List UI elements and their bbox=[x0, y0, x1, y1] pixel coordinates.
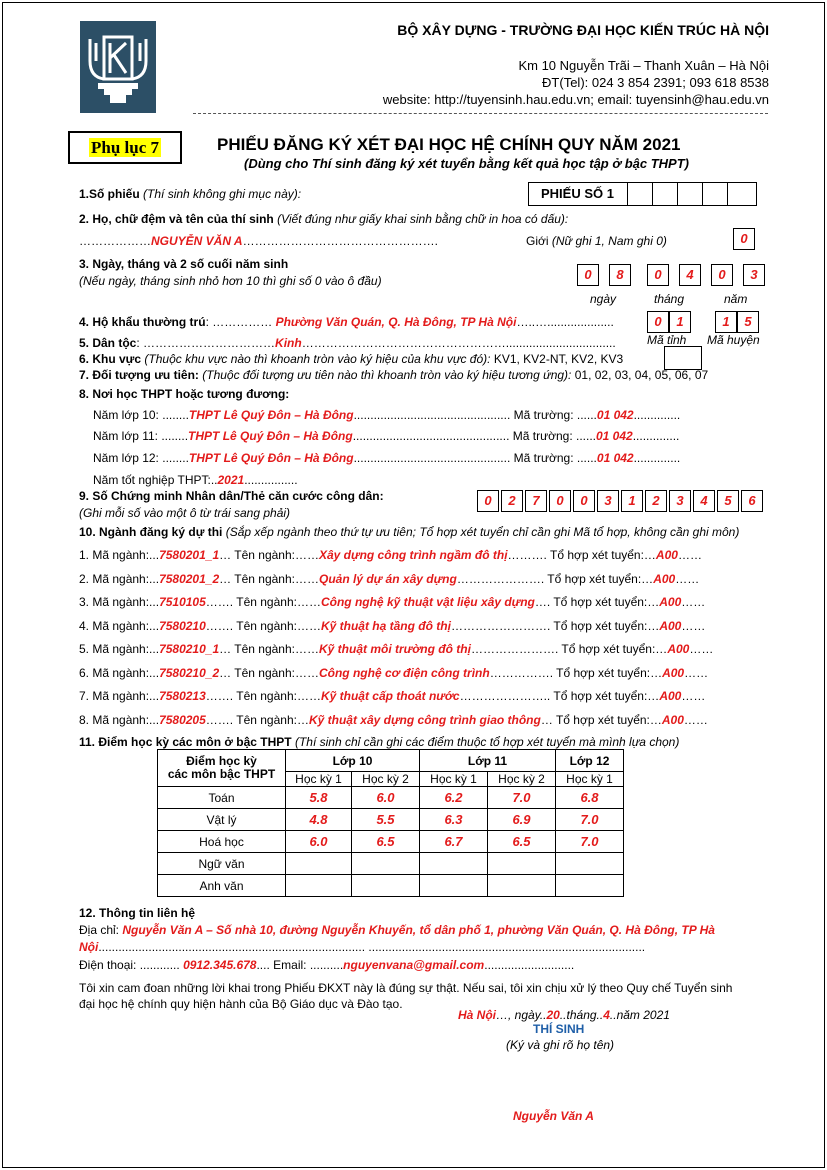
header-phone: ĐT(Tel): 024 3 854 2391; 093 618 8538 bbox=[542, 75, 769, 90]
sign-date: Hà Nội…, ngày..20..tháng..4..năm 2021 bbox=[458, 1008, 670, 1022]
appendix-box bbox=[68, 131, 182, 164]
ethnicity-value: Kinh bbox=[275, 336, 302, 350]
residence-value: Phường Văn Quán, Q. Hà Đông, TP Hà Nội bbox=[275, 315, 517, 329]
score-cell: 6.9 bbox=[488, 809, 556, 831]
dob-month-label: tháng bbox=[654, 292, 685, 306]
header-org: BỘ XÂY DỰNG - TRƯỜNG ĐẠI HỌC KIẾN TRÚC HÀ NỘI bbox=[397, 22, 769, 38]
gender-label: Giới (Nữ ghi 1, Nam ghi 0) bbox=[526, 234, 667, 248]
address-line: Địa chỉ: Nguyễn Văn A – Số nhà 10, đường Nguyễn Khuyến, tổ dân phố 1, phường Văn Quán, Q. Hà Đông, TP Hà bbox=[79, 923, 715, 937]
id-digit: 0 bbox=[573, 490, 595, 512]
address-line-2: Nội................................................................................ ................................................................................... bbox=[79, 940, 646, 954]
table-row bbox=[158, 875, 624, 897]
section-1: 1.Số phiếu (Thí sinh không ghi mục này): bbox=[79, 187, 302, 201]
dob-digit: 4 bbox=[679, 264, 701, 286]
ticket-cell bbox=[652, 182, 678, 206]
school-row: Năm lớp 12: ........THPT Lê Quý Đôn – Hà Đông............................................... Mã trường: ......01 042.............. bbox=[93, 451, 681, 465]
score-cell bbox=[352, 853, 420, 875]
section-4: 4. Hộ khẩu thường trú: …………… Phường Văn Quán, Q. Hà Đông, TP Hà Nội…..….................... bbox=[79, 315, 614, 329]
school-row: Năm lớp 10: ........THPT Lê Quý Đôn – Hà Đông............................................... Mã trường: ......01 042.............. bbox=[93, 408, 681, 422]
major-row: 6. Mã ngành:...7580210_2… Tên ngành:……Công nghệ cơ điện công trình……………. Tổ hợp xét tuyển:…A00…… bbox=[79, 666, 709, 680]
score-cell bbox=[556, 853, 624, 875]
signer-name: Nguyễn Văn A bbox=[513, 1109, 594, 1123]
score-cell bbox=[420, 853, 488, 875]
id-digit: 2 bbox=[501, 490, 523, 512]
score-cell: 7.0 bbox=[556, 831, 624, 853]
dob-digit: 0 bbox=[711, 264, 733, 286]
semester-header: Học kỳ 2 bbox=[488, 772, 556, 787]
section-10: 10. Ngành đăng ký dự thi (Sắp xếp ngành theo thứ tự ưu tiên; Tổ hợp xét tuyển chỉ cần ghi Mã tổ hợp, không cần ghi môn) bbox=[79, 525, 740, 539]
ticket-cell bbox=[727, 182, 757, 206]
region-box bbox=[664, 346, 702, 370]
section-6: 6. Khu vực (Thuộc khu vực nào thì khoanh tròn vào ký hiệu của khu vực đó): KV1, KV2-NT, KV2, KV3 bbox=[79, 352, 624, 366]
semester-header: Học kỳ 1 bbox=[286, 772, 352, 787]
id-digit: 1 bbox=[621, 490, 643, 512]
ticket-cell bbox=[677, 182, 703, 206]
name-line: ………………NGUYỄN VĂN A…………………………………………. bbox=[79, 234, 438, 248]
subject-cell: Vật lý bbox=[158, 809, 286, 831]
section-11: 11. Điểm học kỳ các môn ở bậc THPT (Thí sinh chỉ cần ghi các điểm thuộc tổ hợp xét tuyển mà mình lựa chọn) bbox=[79, 735, 680, 749]
ticket-cell bbox=[702, 182, 728, 206]
phone-value: 0912.345.678 bbox=[183, 958, 257, 972]
id-digit: 5 bbox=[717, 490, 739, 512]
ticket-number-box: PHIẾU SỐ 1 bbox=[528, 182, 628, 206]
semester-header: Học kỳ 1 bbox=[420, 772, 488, 787]
subject-cell: Toán bbox=[158, 787, 286, 809]
score-cell: 6.0 bbox=[352, 787, 420, 809]
pledge-line-1: Tôi xin cam đoan những lời khai trong Phiếu ĐKXT này là đúng sự thật. Nếu sai, tôi xin chịu xử lý theo Quy chế Tuyển sinh bbox=[79, 981, 733, 995]
id-digit: 0 bbox=[477, 490, 499, 512]
major-row: 2. Mã ngành:...7580201_2… Tên ngành:……Quản lý dự án xây dựng…………………. Tổ hợp xét tuyển:…A00…… bbox=[79, 572, 700, 586]
grades-table bbox=[157, 749, 624, 897]
major-row: 7. Mã ngành:...7580213……. Tên ngành:……Kỹ thuật cấp thoát nước………………….. Tổ hợp xét tuyển:…A00…… bbox=[79, 689, 706, 703]
score-cell: 7.0 bbox=[488, 787, 556, 809]
id-digit: 6 bbox=[741, 490, 763, 512]
dob-digit: 0 bbox=[577, 264, 599, 286]
section-8: 8. Nơi học THPT hoặc tương đương: bbox=[79, 387, 290, 401]
major-row: 5. Mã ngành:...7580210_1… Tên ngành:……Kỹ thuật môi trường đô thị…………………. Tổ hợp xét tuyển:…A00…… bbox=[79, 642, 714, 656]
major-row: 4. Mã ngành:...7580210……. Tên ngành:……Kỹ thuật hạ tầng đô thị……………………. Tổ hợp xét tuyển:…A00…… bbox=[79, 619, 706, 633]
subject-cell: Ngữ văn bbox=[158, 853, 286, 875]
id-note: (Ghi mỗi số vào một ô từ trái sang phải) bbox=[79, 506, 291, 520]
district-label: Mã huyện bbox=[707, 333, 760, 347]
section-12: 12. Thông tin liên hệ bbox=[79, 906, 196, 920]
major-row: 8. Mã ngành:...7580205……. Tên ngành:…Kỹ thuật xây dựng công trình giao thông… Tổ hợp xét tuyển:…A00…… bbox=[79, 713, 708, 727]
subject-cell: Anh văn bbox=[158, 875, 286, 897]
semester-header: Học kỳ 2 bbox=[352, 772, 420, 787]
score-cell: 4.8 bbox=[286, 809, 352, 831]
score-cell bbox=[488, 875, 556, 897]
section-9: 9. Số Chứng minh Nhân dân/Thẻ căn cước công dân: bbox=[79, 489, 384, 503]
graduation-year: Năm tốt nghiệp THPT:..2021................ bbox=[93, 473, 298, 487]
score-cell: 6.0 bbox=[286, 831, 352, 853]
score-cell: 6.5 bbox=[352, 831, 420, 853]
contact-line: Điện thoại: ............ 0912.345.678.... Email: ..........nguyenvana@gmail.com........................... bbox=[79, 958, 575, 972]
score-cell: 7.0 bbox=[556, 809, 624, 831]
score-cell: 5.5 bbox=[352, 809, 420, 831]
score-cell bbox=[352, 875, 420, 897]
id-digit: 0 bbox=[549, 490, 571, 512]
form-subtitle: (Dùng cho Thí sinh đăng ký xét tuyển bằng kết quả học tập ở bậc THPT) bbox=[244, 156, 689, 171]
header-address: Km 10 Nguyễn Trãi – Thanh Xuân – Hà Nội bbox=[518, 58, 769, 73]
email-value: nguyenvana@gmail.com bbox=[343, 958, 485, 972]
section-7: 7. Đối tượng ưu tiên: (Thuộc đối tượng ưu tiên nào thì khoanh tròn vào ký hiệu tương ứng): 01, 02, 03, 04, 05, 06, 07 bbox=[79, 368, 709, 382]
table-row bbox=[158, 853, 624, 875]
school-row: Năm lớp 11: ........THPT Lê Quý Đôn – Hà Đông............................................... Mã trường: ......01 042.............. bbox=[93, 429, 680, 443]
score-cell: 6.5 bbox=[488, 831, 556, 853]
district-digit: 1 bbox=[715, 311, 737, 333]
dob-day-label: ngày bbox=[590, 292, 617, 306]
province-digit: 0 bbox=[647, 311, 669, 333]
dob-note: (Nếu ngày, tháng sinh nhỏ hơn 10 thì ghi số 0 vào ô đầu) bbox=[79, 274, 382, 288]
grades-header-label: Điểm học kỳ các môn bậc THPT bbox=[158, 750, 286, 787]
grade-10-header: Lớp 10 bbox=[286, 750, 420, 772]
ticket-cell bbox=[627, 182, 653, 206]
id-digit: 3 bbox=[597, 490, 619, 512]
section-2: 2. Họ, chữ đệm và tên của thí sinh (Viết đúng như giấy khai sinh bằng chữ in hoa có dấu): bbox=[79, 212, 569, 226]
pledge-line-2: đại học hệ chính quy hiện hành của Bộ Giáo dục và Đào tạo. bbox=[79, 997, 403, 1011]
table-row bbox=[158, 831, 624, 853]
id-digit: 2 bbox=[645, 490, 667, 512]
gender-cell: 0 bbox=[733, 228, 755, 250]
score-cell: 6.8 bbox=[556, 787, 624, 809]
signer-role: THÍ SINH bbox=[533, 1022, 585, 1036]
grade-11-header: Lớp 11 bbox=[420, 750, 556, 772]
score-cell: 6.2 bbox=[420, 787, 488, 809]
dob-digit: 3 bbox=[743, 264, 765, 286]
section-3: 3. Ngày, tháng và 2 số cuối năm sinh bbox=[79, 257, 289, 271]
appendix-label: Phụ lục 7 bbox=[90, 138, 160, 157]
table-row bbox=[158, 787, 624, 809]
dob-year-label: năm bbox=[724, 292, 748, 306]
score-cell bbox=[420, 875, 488, 897]
score-cell: 5.8 bbox=[286, 787, 352, 809]
major-row: 3. Mã ngành:...7510105……. Tên ngành:……Công nghệ kỹ thuật vật liệu xây dựng…. Tổ hợp xét tuyển:…A00…… bbox=[79, 595, 706, 609]
candidate-name: NGUYỄN VĂN A bbox=[151, 234, 243, 248]
subject-cell: Hoá học bbox=[158, 831, 286, 853]
id-digit: 7 bbox=[525, 490, 547, 512]
signer-note: (Ký và ghi rõ họ tên) bbox=[506, 1038, 615, 1052]
dob-digit: 8 bbox=[609, 264, 631, 286]
score-cell: 6.7 bbox=[420, 831, 488, 853]
university-logo bbox=[80, 21, 156, 113]
score-cell bbox=[488, 853, 556, 875]
id-digit: 3 bbox=[669, 490, 691, 512]
score-cell: 6.3 bbox=[420, 809, 488, 831]
header-divider bbox=[193, 113, 768, 114]
table-row bbox=[158, 809, 624, 831]
score-cell bbox=[286, 875, 352, 897]
district-digit: 5 bbox=[737, 311, 759, 333]
section-5: 5. Dân tộc: ……………………………Kinh……………………………………………................................. bbox=[79, 336, 616, 350]
major-row: 1. Mã ngành:...7580201_1… Tên ngành:……Xây dựng công trình ngầm đô thị………. Tổ hợp xét tuyển:…A00…… bbox=[79, 548, 702, 562]
province-label: Mã tỉnh bbox=[647, 333, 687, 347]
header-website: website: http://tuyensinh.hau.edu.vn; email: tuyensinh@hau.edu.vn bbox=[382, 92, 769, 107]
id-digit: 4 bbox=[693, 490, 715, 512]
form-title: PHIẾU ĐĂNG KÝ XÉT ĐẠI HỌC HỆ CHÍNH QUY NĂM 2021 bbox=[217, 135, 681, 154]
score-cell bbox=[556, 875, 624, 897]
dob-digit: 0 bbox=[647, 264, 669, 286]
semester-header: Học kỳ 1 bbox=[556, 772, 624, 787]
score-cell bbox=[286, 853, 352, 875]
province-digit: 1 bbox=[669, 311, 691, 333]
grade-12-header: Lớp 12 bbox=[556, 750, 624, 772]
